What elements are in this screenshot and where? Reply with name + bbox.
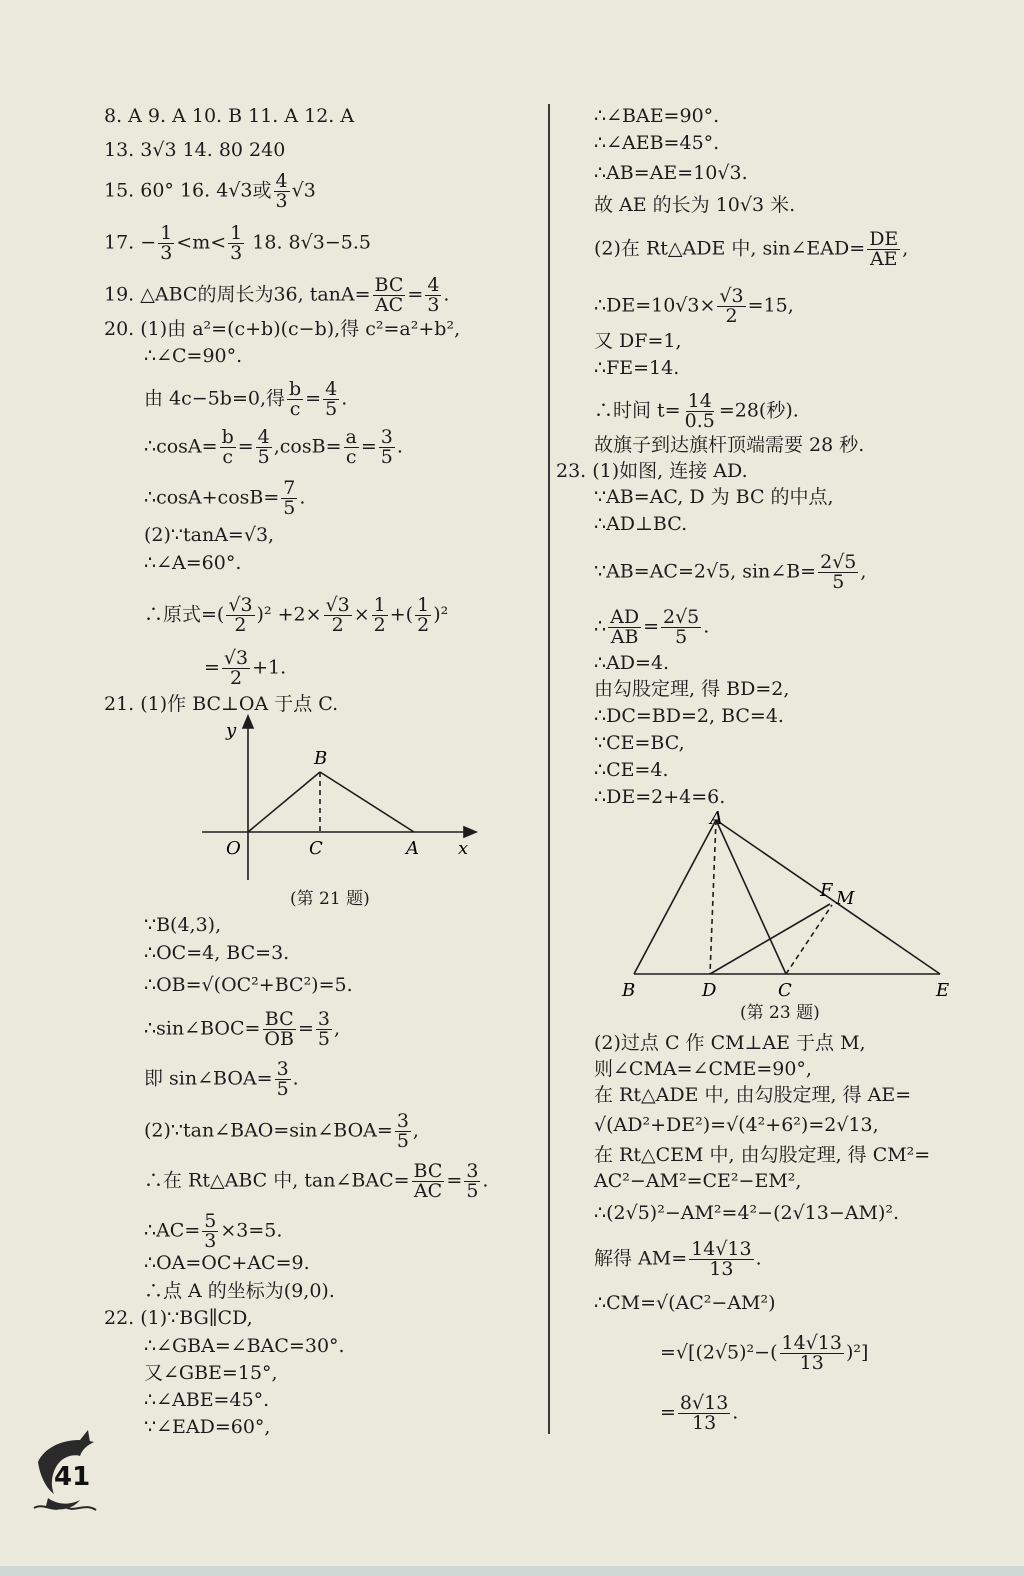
answer-line: ∴原式=( $\frac{√3}{2}$ )² +2× $\frac{√3}{2}$ × $\frac{1}{2}$ +( $\frac{1}{2}$ )² <box>144 594 449 636</box>
label-x: x <box>458 838 469 859</box>
answer-line: AC²−AM²=CE²−EM², <box>594 1170 802 1192</box>
answer-line: 由勾股定理, 得 BD=2, <box>594 678 790 700</box>
bottom-strip <box>0 1566 1024 1576</box>
answer-line: ∴在 Rt△ABC 中, tan∠BAC= $\frac{BC}{AC}$ = $\frac{3}{5}$ . <box>144 1160 489 1202</box>
label-A: A <box>406 838 419 859</box>
answer-line: ∴AB=AE=10√3. <box>594 162 748 184</box>
label-A: A <box>710 808 723 829</box>
segment-DF <box>710 904 830 974</box>
answer-line: ∴AD⊥BC. <box>594 513 688 535</box>
column-divider <box>548 104 550 1434</box>
answer-line: (2)在 Rt△ADE 中, sin∠EAD= $\frac{DE}{AE}$ , <box>594 228 909 270</box>
label-C: C <box>309 838 323 859</box>
answer-line: 19. △ABC的周长为36, tanA= $\frac{BC}{AC}$ = $\frac{4}{3}$ . <box>104 274 450 316</box>
answer-line: 22. (1)∵BG∥CD, <box>104 1307 253 1329</box>
answer-line: ∴时间 t= $\frac{14}{0.5}$ =28(秒). <box>594 390 799 432</box>
segment-AD-dashed <box>710 820 716 974</box>
answer-line: = $\frac{√3}{2}$ +1. <box>204 647 287 689</box>
answer-line: ∴AC= $\frac{5}{3}$ ×3=5. <box>144 1210 283 1252</box>
answer-line: ∵AB=AC=2√5, sin∠B= $\frac{2√5}{5}$ , <box>594 551 867 593</box>
answer-line: ∴∠C=90°. <box>144 345 243 367</box>
answer-line: ∴DC=BD=2, BC=4. <box>594 705 784 727</box>
answer-line: 在 Rt△ADE 中, 由勾股定理, 得 AE= <box>594 1084 912 1106</box>
label-D: D <box>702 980 717 1001</box>
answer-line: ∴FE=14. <box>594 357 680 379</box>
answer-line: ∴OB=√(OC²+BC²)=5. <box>144 974 353 996</box>
label-B: B <box>314 748 328 769</box>
answer-line: ∴sin∠BOC= $\frac{BC}{OB}$ = $\frac{3}{5}$ , <box>144 1008 341 1050</box>
answer-line: 由 4c−5b=0,得 $\frac{b}{c}$ = $\frac{4}{5}$ . <box>144 378 348 420</box>
answer-line: 又∠GBE=15°, <box>144 1362 278 1384</box>
answer-line: ∴CM=√(AC²−AM²) <box>594 1292 776 1314</box>
answer-line: ∴OC=4, BC=3. <box>144 942 290 964</box>
figure-caption: (第 21 题) <box>290 889 370 909</box>
segment-BA <box>320 772 414 832</box>
label-C: C <box>778 980 792 1001</box>
segment-OB <box>248 772 320 832</box>
answer-line: ∴∠BAE=90°. <box>594 105 720 127</box>
label-F: F <box>820 880 833 901</box>
answer-line: ∴DE=10√3× $\frac{√3}{2}$ =15, <box>594 285 794 327</box>
answer-line: (2)过点 C 作 CM⊥AE 于点 M, <box>594 1032 866 1054</box>
figure-caption: (第 23 题) <box>740 1003 820 1023</box>
answer-line: ∴ $\frac{AD}{AB}$ = $\frac{2√5}{5}$ . <box>594 606 710 648</box>
answer-line: 17. − $\frac{1}{3}$ <m< $\frac{1}{3}$ 18. 8√3−5.5 <box>104 222 371 264</box>
answer-line: ∴cosA+cosB= $\frac{7}{5}$ . <box>144 477 306 519</box>
segment-AB <box>634 820 716 974</box>
answer-line: 解得 AM= $\frac{14√13}{13}$ . <box>594 1238 762 1280</box>
answer-line: 20. (1)由 a²=(c+b)(c−b),得 c²=a²+b², <box>104 318 461 340</box>
y-axis-arrow <box>243 716 253 728</box>
label-E: E <box>936 980 950 1001</box>
answer-line: 故旗子到达旗杆顶端需要 28 秒. <box>594 434 865 456</box>
answer-line: ∵CE=BC, <box>594 732 685 754</box>
answer-line: (2)∵tan∠BAO=sin∠BOA= $\frac{3}{5}$ , <box>144 1110 419 1152</box>
answer-line: ∴点 A 的坐标为(9,0). <box>144 1280 335 1302</box>
figure-23 <box>618 808 970 1002</box>
answer-line: 8. A 9. A 10. B 11. A 12. A <box>104 105 355 127</box>
answer-line: ∴∠A=60°. <box>144 552 242 574</box>
answer-line: ∴∠AEB=45°. <box>594 132 720 154</box>
answer-line: 故 AE 的长为 10√3 米. <box>594 194 796 216</box>
answer-line: ∴∠GBA=∠BAC=30°. <box>144 1335 345 1357</box>
answer-line: ∴cosA= $\frac{b}{c}$ = $\frac{4}{5}$ ,cosB= $\frac{a}{c}$ = $\frac{3}{5}$ . <box>144 426 403 468</box>
label-O: O <box>226 838 241 859</box>
answer-line: ∴DE=2+4=6. <box>594 786 726 808</box>
answer-line: 在 Rt△CEM 中, 由勾股定理, 得 CM²= <box>594 1144 931 1166</box>
answer-line: ∴AD=4. <box>594 652 670 674</box>
label-y: y <box>226 720 237 741</box>
answer-line: √(AD²+DE²)=√(4²+6²)=2√13, <box>594 1114 879 1136</box>
label-B: B <box>622 980 636 1001</box>
answer-line: =√[(2√5)²−( $\frac{14√13}{13}$ )²] <box>660 1332 869 1374</box>
answer-line: 13. 3√3 14. 80 240 <box>104 139 286 161</box>
answer-line: 则∠CMA=∠CME=90°, <box>594 1058 812 1080</box>
answer-line: ∵B(4,3), <box>144 914 222 936</box>
x-axis-arrow <box>464 827 476 837</box>
label-M: M <box>836 888 855 909</box>
answer-line: 15. 60° 16. 4√3或 $\frac{4}{3}$ √3 <box>104 170 316 212</box>
answer-line: ∴OA=OC+AC=9. <box>144 1252 310 1274</box>
answer-line: ∴∠ABE=45°. <box>144 1389 270 1411</box>
answer-line: 21. (1)作 BC⊥OA 于点 C. <box>104 693 339 715</box>
answer-line: ∵AB=AC, D 为 BC 的中点, <box>594 486 834 508</box>
answer-line: 即 sin∠BOA= $\frac{3}{5}$ . <box>144 1058 299 1100</box>
answer-line: ∴(2√5)²−AM²=4²−(2√13−AM)². <box>594 1202 900 1224</box>
answer-line: ∴CE=4. <box>594 759 669 781</box>
answer-line: ∵∠EAD=60°, <box>144 1416 271 1438</box>
figure-21 <box>196 714 486 888</box>
answer-line: 又 DF=1, <box>594 330 682 352</box>
page-number: 41 <box>54 1462 91 1492</box>
answer-line: = $\frac{8√13}{13}$ . <box>660 1392 739 1434</box>
answer-line: 23. (1)如图, 连接 AD. <box>556 460 748 482</box>
answer-line: (2)∵tanA=√3, <box>144 524 275 546</box>
